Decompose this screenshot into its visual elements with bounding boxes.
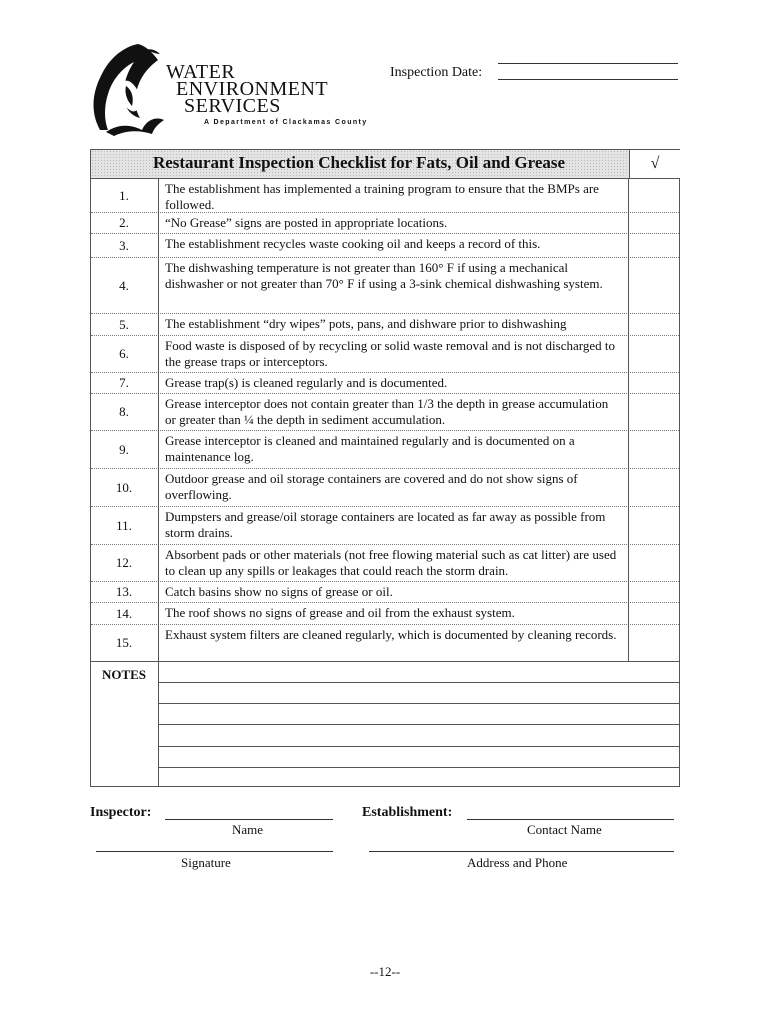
item-text: Grease trap(s) is cleaned regularly and is documented. [165, 375, 448, 390]
item-number: 2. [119, 215, 129, 230]
inspection-date-upper-line [498, 63, 678, 64]
checklist-row [91, 373, 679, 394]
item-number: 9. [119, 441, 129, 457]
checklist-table [90, 149, 680, 787]
logo-subtitle: A Department of Clackamas County [204, 119, 368, 126]
item-text: Grease interceptor does not contain greater than 1/3 the depth in grease accumulation or greater than ¼ the depth in sediment accumulation. [165, 396, 609, 427]
notes-line[interactable] [159, 682, 679, 683]
signature-field[interactable] [96, 851, 333, 852]
item-number: 1. [119, 187, 129, 203]
inspector-label: Inspector: [90, 805, 152, 820]
item-number: 4. [119, 277, 129, 293]
item-text: Catch basins show no signs of grease or oil. [165, 584, 393, 599]
check-column-header: √ [629, 150, 680, 178]
checklist-row [91, 394, 679, 431]
water-environment-services-logo [86, 40, 368, 140]
checklist-row [91, 582, 679, 603]
item-number: 10. [115, 479, 133, 495]
address-phone-field[interactable] [369, 851, 674, 852]
wave-fish-logo-icon [86, 40, 166, 140]
check-column-cells[interactable] [629, 179, 679, 661]
item-number: 5. [119, 316, 129, 332]
checklist-row [91, 469, 679, 507]
item-number: 12. [115, 555, 133, 570]
checklist-title: Restaurant Inspection Checklist for Fats, Oil and Grease [152, 153, 566, 172]
contact-name-field[interactable] [467, 819, 674, 820]
item-number: 15. [115, 635, 133, 650]
item-text: The roof shows no signs of grease and oil from the exhaust system. [165, 605, 515, 620]
checklist-row [91, 625, 679, 662]
page-number: --12-- [369, 964, 401, 979]
notes-line[interactable] [159, 703, 679, 704]
item-number: 8. [119, 404, 129, 419]
notes-line[interactable] [159, 724, 679, 725]
item-text: Grease interceptor is cleaned and maintained regularly and is documented on a maintenance log. [165, 433, 575, 464]
inspection-date-field[interactable] [498, 79, 678, 80]
item-text: Absorbent pads or other materials (not free flowing material such as cat litter) are used to clean up any spills or leakages that could reach the storm drain. [165, 547, 617, 578]
number-column-divider [158, 179, 159, 786]
checklist-row [91, 545, 679, 582]
item-text: The dishwashing temperature is not greater than 160° F if using a mechanical dishwasher or not greater than 70° F if using a 3-sink chemical dishwashing system. [165, 260, 603, 291]
contact-name-caption: Contact Name [527, 822, 602, 837]
item-text: The establishment recycles waste cooking oil and keeps a record of this. [165, 236, 541, 251]
address-phone-caption: Address and Phone [467, 855, 568, 870]
checklist-row [91, 603, 679, 625]
checklist-row [91, 213, 679, 234]
checklist-row [91, 314, 679, 336]
item-text: The establishment “dry wipes” pots, pans, and dishware prior to dishwashing [165, 316, 567, 331]
checklist-row [91, 258, 679, 314]
logo-line-water: WATER [166, 61, 236, 83]
item-text: The establishment has implemented a training program to ensure that the BMPs are followed. [165, 181, 599, 212]
inspector-name-field[interactable] [165, 819, 333, 820]
checklist-row [91, 336, 679, 373]
signature-caption: Signature [181, 855, 231, 870]
item-number: 11. [116, 517, 132, 533]
checklist-row [91, 507, 679, 545]
inspection-date-label: Inspection Date: [390, 65, 483, 80]
checklist-row [91, 179, 679, 213]
item-number: 14. [115, 605, 133, 621]
item-text: Outdoor grease and oil storage containers are covered and do not show signs of overflowing. [165, 471, 578, 502]
notes-label: NOTES [101, 667, 147, 682]
checklist-row [91, 234, 679, 258]
notes-line[interactable] [159, 767, 679, 768]
logo-line-services: SERVICES [184, 95, 281, 117]
item-number: 3. [119, 237, 129, 253]
item-text: Exhaust system filters are cleaned regularly, which is documented by cleaning records. [165, 627, 617, 642]
item-text: Food waste is disposed of by recycling or solid waste removal and is not discharged to the grease traps or interceptors. [165, 338, 615, 369]
item-text: “No Grease” signs are posted in appropriate locations. [165, 215, 448, 230]
item-text: Dumpsters and grease/oil storage containers are located as far away as possible from storm drains. [165, 509, 606, 540]
notes-line[interactable] [159, 746, 679, 747]
checklist-row [91, 431, 679, 469]
item-number: 7. [119, 375, 129, 390]
name-caption: Name [232, 822, 264, 837]
establishment-label: Establishment: [362, 805, 453, 820]
logo-line-environment: ENVIRONMENT [176, 78, 329, 100]
item-number: 6. [119, 346, 129, 361]
checklist-title-row [91, 150, 679, 179]
item-number: 13. [115, 584, 133, 599]
